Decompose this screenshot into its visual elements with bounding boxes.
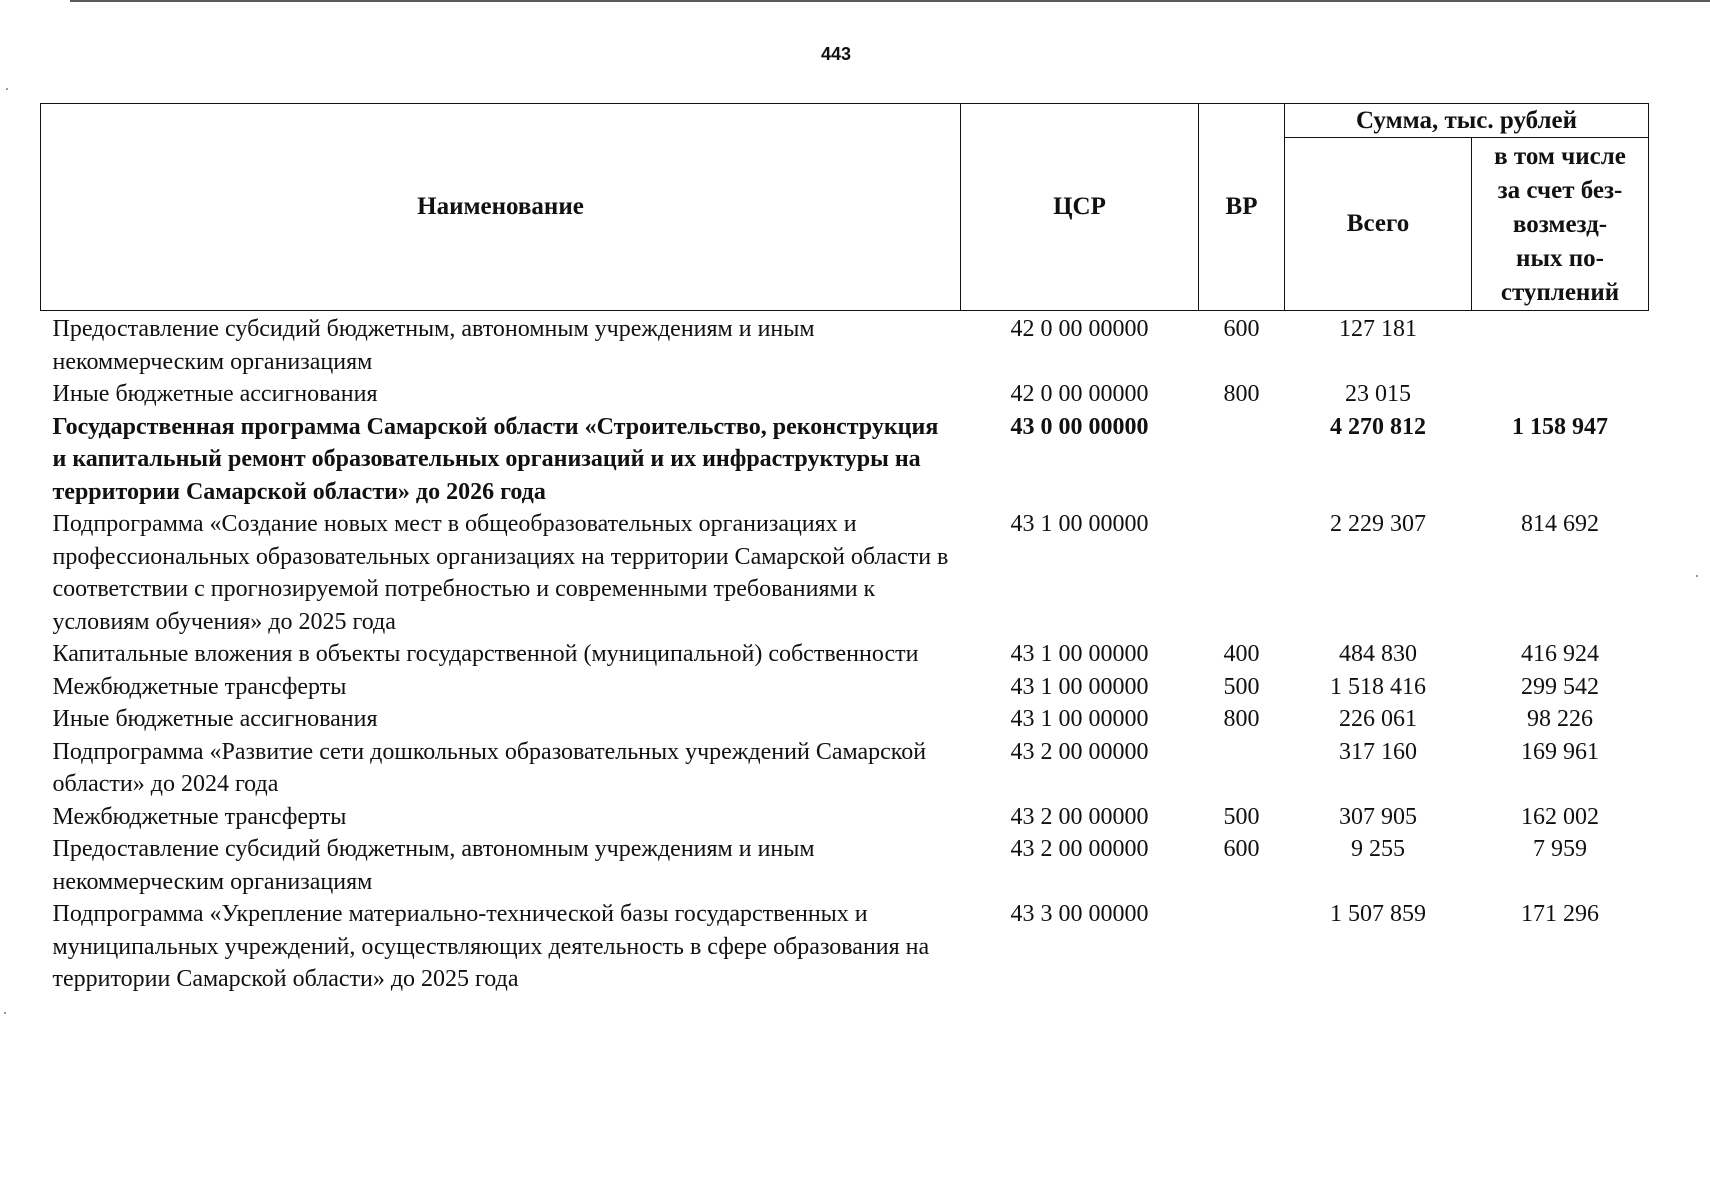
row-csr: 42 0 00 00000 xyxy=(1010,381,1149,407)
row-free: 1 158 947 xyxy=(1512,413,1608,440)
row-vr: 800 xyxy=(1223,381,1260,407)
row-total: 1 507 859 xyxy=(1330,901,1426,927)
row-vr: 500 xyxy=(1223,673,1260,700)
row-csr: 43 1 00 00000 xyxy=(1010,706,1149,732)
row-total: 2 229 307 xyxy=(1330,511,1426,537)
row-vr: 600 xyxy=(1223,836,1260,862)
row-name: Капитальные вложения в объекты государственной (муниципальной) собственности xyxy=(52,641,919,667)
scan-speck xyxy=(1696,575,1698,577)
row-csr: 43 2 00 00000 xyxy=(1010,738,1149,765)
header-free-line-2: за счет без- xyxy=(1497,177,1623,204)
table-row xyxy=(41,703,1649,736)
table-row xyxy=(41,638,1649,671)
row-vr: 600 xyxy=(1223,316,1260,342)
scan-speck xyxy=(4,1012,6,1014)
header-vr: ВР xyxy=(1199,104,1285,311)
row-total: 4 270 812 xyxy=(1330,413,1426,440)
row-vr: 800 xyxy=(1223,706,1260,732)
scan-top-edge-line xyxy=(70,0,1710,2)
row-name: Подпрограмма «Создание новых мест в общеобразовательных организациях и профессиональных образовательных организациях на территории Самарской области в соответствии с прогнозируемой потребностью и современными требованиями к условиям обучения» до 2025 года xyxy=(52,511,949,635)
row-total: 1 518 416 xyxy=(1330,673,1426,700)
row-csr: 43 1 00 00000 xyxy=(1010,673,1149,700)
row-csr: 42 0 00 00000 xyxy=(1010,316,1149,342)
row-total: 317 160 xyxy=(1339,738,1417,765)
table-row xyxy=(41,736,1649,801)
row-name: Предоставление субсидий бюджетным, автономным учреждениям и иным некоммерческим организациям xyxy=(52,316,815,375)
row-csr: 43 3 00 00000 xyxy=(1010,901,1149,927)
row-vr xyxy=(1199,898,1285,996)
table-row xyxy=(41,671,1649,704)
header-free-line-1: в том числе xyxy=(1494,143,1626,170)
row-free: 98 226 xyxy=(1527,706,1593,732)
row-free xyxy=(1472,311,1649,379)
header-sum-group: Сумма, тыс. рублей xyxy=(1285,104,1649,138)
table-row xyxy=(41,508,1649,638)
table-row xyxy=(41,833,1649,898)
header-free-receipts xyxy=(1472,138,1649,311)
header-name: Наименование xyxy=(41,104,961,311)
header-free-line-5: ступлений xyxy=(1500,279,1620,306)
row-total: 226 061 xyxy=(1339,706,1417,732)
row-free: 169 961 xyxy=(1521,738,1599,765)
row-vr: 500 xyxy=(1223,803,1260,830)
row-name: Межбюджетные трансферты xyxy=(52,673,347,700)
row-name: Подпрограмма «Развитие сети дошкольных образовательных учреждений Самарской области» до 2024 года xyxy=(52,738,927,797)
row-total: 9 255 xyxy=(1351,836,1405,862)
row-name: Подпрограмма «Укрепление материально-технической базы государственных и муниципальных учреждений, осуществляющих деятельность в сфере образования на территории Самарской области» до 2025 года xyxy=(52,901,930,992)
table-row xyxy=(41,898,1649,996)
row-total: 484 830 xyxy=(1339,641,1417,667)
row-csr: 43 1 00 00000 xyxy=(1010,511,1149,537)
row-vr xyxy=(1199,736,1285,801)
page-number: 443 xyxy=(820,44,852,64)
table-header xyxy=(41,104,1649,311)
table-row xyxy=(41,311,1649,379)
row-name: Иные бюджетные ассигнования xyxy=(52,381,378,407)
header-free-line-3: возмезд- xyxy=(1512,211,1608,238)
row-name: Иные бюджетные ассигнования xyxy=(52,706,378,732)
row-name: Государственная программа Самарской области «Строительство, реконструкция и капитальный ремонт образовательных организаций и их инфраструктуры на территории Самарской области» до 2026 года xyxy=(52,413,939,505)
table-body xyxy=(41,311,1649,996)
budget-table xyxy=(40,103,1649,996)
row-free: 416 924 xyxy=(1521,641,1599,667)
row-name: Межбюджетные трансферты xyxy=(52,803,347,830)
header-csr: ЦСР xyxy=(961,104,1199,311)
row-csr: 43 1 00 00000 xyxy=(1010,641,1149,667)
row-free: 162 002 xyxy=(1521,803,1599,830)
row-free: 171 296 xyxy=(1521,901,1599,927)
row-csr: 43 0 00 00000 xyxy=(1010,413,1149,440)
row-csr: 43 2 00 00000 xyxy=(1010,803,1149,830)
row-name: Предоставление субсидий бюджетным, автономным учреждениям и иным некоммерческим организациям xyxy=(52,836,815,895)
row-vr xyxy=(1199,508,1285,638)
header-total: Всего xyxy=(1285,138,1472,311)
row-free: 299 542 xyxy=(1521,673,1599,700)
row-total: 23 015 xyxy=(1345,381,1411,407)
table-row-program xyxy=(41,411,1649,509)
row-free xyxy=(1472,378,1649,411)
row-vr: 400 xyxy=(1223,641,1260,667)
row-free: 7 959 xyxy=(1533,836,1587,862)
table-row xyxy=(41,801,1649,834)
row-total: 307 905 xyxy=(1339,803,1417,830)
table-row xyxy=(41,378,1649,411)
header-free-line-4: ных по- xyxy=(1516,245,1604,272)
scan-speck xyxy=(6,88,8,90)
row-free: 814 692 xyxy=(1521,511,1599,537)
row-total: 127 181 xyxy=(1339,316,1417,342)
row-csr: 43 2 00 00000 xyxy=(1010,836,1149,862)
row-vr xyxy=(1199,411,1285,509)
